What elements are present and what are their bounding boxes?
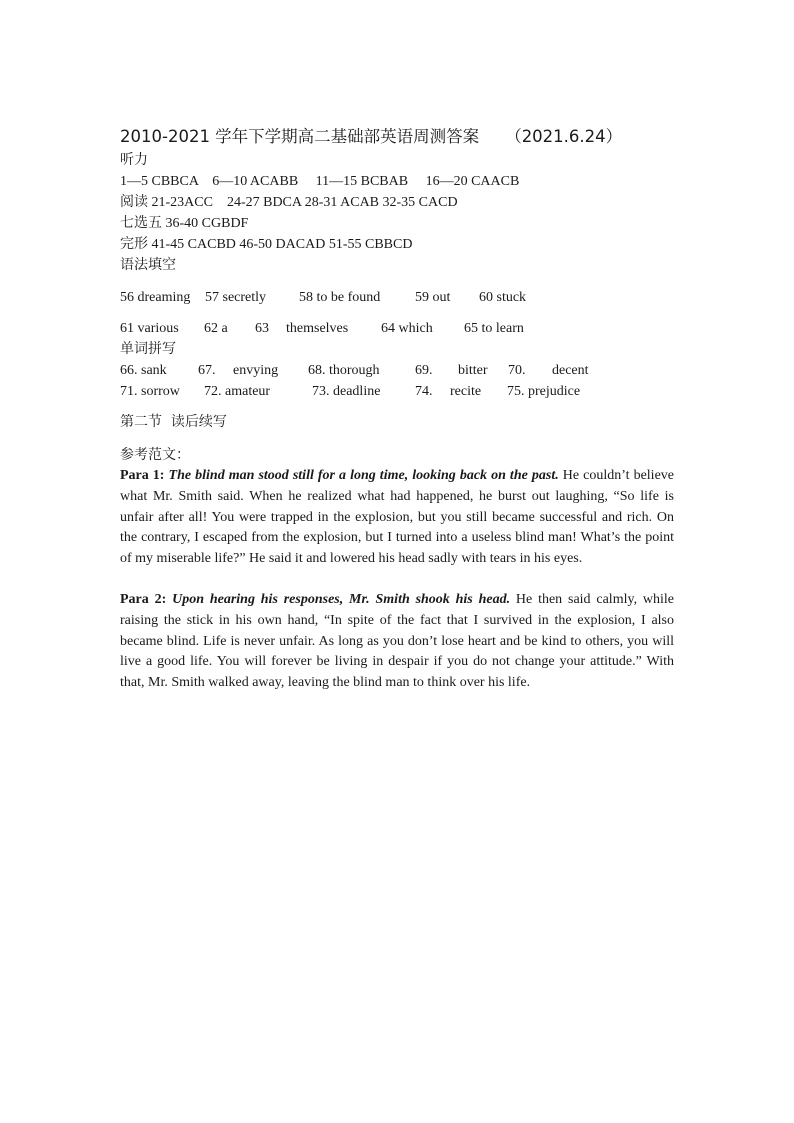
para1-body: He couldn’t believe what Mr. Smith said. When he realized what had happened, he burst out laughing, “So life is unfair after all! You were trapped in the explosion, but you still became successful and rich. On the contrary, I escaped from the explosion, but I turned into a useless blind man! What’s the point of my miserable life?” He said it and lowered his head sadly with tears in his eyes. (120, 468, 675, 567)
spelling-item: 75. prejudice (507, 384, 581, 399)
grammar-row-1 (120, 287, 674, 308)
spelling-item: bitter (458, 363, 488, 378)
grammar-item: 64 which (381, 321, 433, 336)
spelling-item: 74. (415, 384, 433, 399)
grammar-heading: 语法填空 (120, 257, 176, 273)
spelling-item: recite (450, 384, 482, 399)
grammar-item: 65 to learn (464, 321, 524, 336)
grammar-item: 63 (255, 321, 269, 336)
para1-label: Para 1: (120, 468, 165, 483)
reading-values: 21-23ACC 24-27 BDCA 28-31 ACAB 32-35 CACD (148, 195, 458, 210)
listening-heading: 听力 (120, 152, 148, 168)
grammar-item: 59 out (415, 290, 451, 305)
spelling-row-1 (120, 360, 674, 381)
para1-lead: The blind man stood still for a long time, looking back on the past. (168, 468, 559, 483)
paragraph-2 (120, 590, 674, 694)
para2-lead: Upon hearing his responses, Mr. Smith shook his head. (172, 591, 511, 607)
cloze-answers (120, 234, 674, 255)
reference-label: 参考范文： (120, 447, 190, 463)
para2-label: Para 2: (120, 591, 167, 607)
grammar-item: themselves (286, 321, 349, 336)
spelling-item: 66. sank (120, 363, 167, 378)
spelling-row-2 (120, 381, 674, 402)
seven-choose-five-answers (120, 213, 674, 234)
seven-choose-five-label: 七选五 (120, 215, 162, 231)
para2-body: He then said calmly, while raising the stick in his own hand, “In spite of the fact that I survived in the explosion, I also became blind. Life is never unfair. As long as you don’t lose heart and be kind to others, you will live a good life. You will forever be living in despair if you do not change your attitude.” With that, Mr. Smith walked away, leaving the blind man to think over his life. (120, 591, 675, 691)
listening-answers: 1—5 CBBCA 6—10 ACABB 11—15 BCBAB 16—20 CAACB (120, 174, 520, 189)
spelling-item: 67. (198, 363, 216, 378)
grammar-item: 58 to be found (299, 290, 381, 305)
grammar-item: 61 various (120, 321, 179, 336)
answer-sheet (120, 126, 674, 694)
reading-answers (120, 192, 674, 213)
spelling-item: 69. (415, 363, 433, 378)
spelling-heading: 单词拼写 (120, 341, 176, 357)
grammar-item: 60 stuck (479, 290, 527, 305)
spelling-item: 72. amateur (204, 384, 271, 399)
spelling-item: 73. deadline (312, 384, 381, 399)
title-main: 2010-2021 学年下学期高二基础部英语周测答案 (120, 127, 480, 146)
spelling-item: 71. sorrow (120, 384, 180, 399)
cloze-values: 41-45 CACBD 46-50 DACAD 51-55 CBBCD (148, 237, 413, 252)
cloze-label: 完形 (120, 236, 148, 252)
spelling-item: 68. thorough (308, 363, 380, 378)
paragraph-1 (120, 466, 674, 570)
page-title (120, 126, 674, 148)
seven-choose-five-values: 36-40 CGBDF (162, 216, 249, 231)
title-date: （2021.6.24） (505, 127, 623, 146)
spelling-item: 70. (508, 363, 526, 378)
grammar-item: 57 secretly (205, 290, 267, 305)
grammar-item: 56 dreaming (120, 290, 191, 305)
reading-label: 阅读 (120, 194, 148, 210)
spelling-item: decent (552, 363, 589, 378)
grammar-item: 62 a (204, 321, 228, 336)
section2-heading: 第二节 读后续写 (120, 414, 227, 430)
grammar-row-2 (120, 318, 674, 339)
spelling-item: envying (233, 363, 279, 378)
